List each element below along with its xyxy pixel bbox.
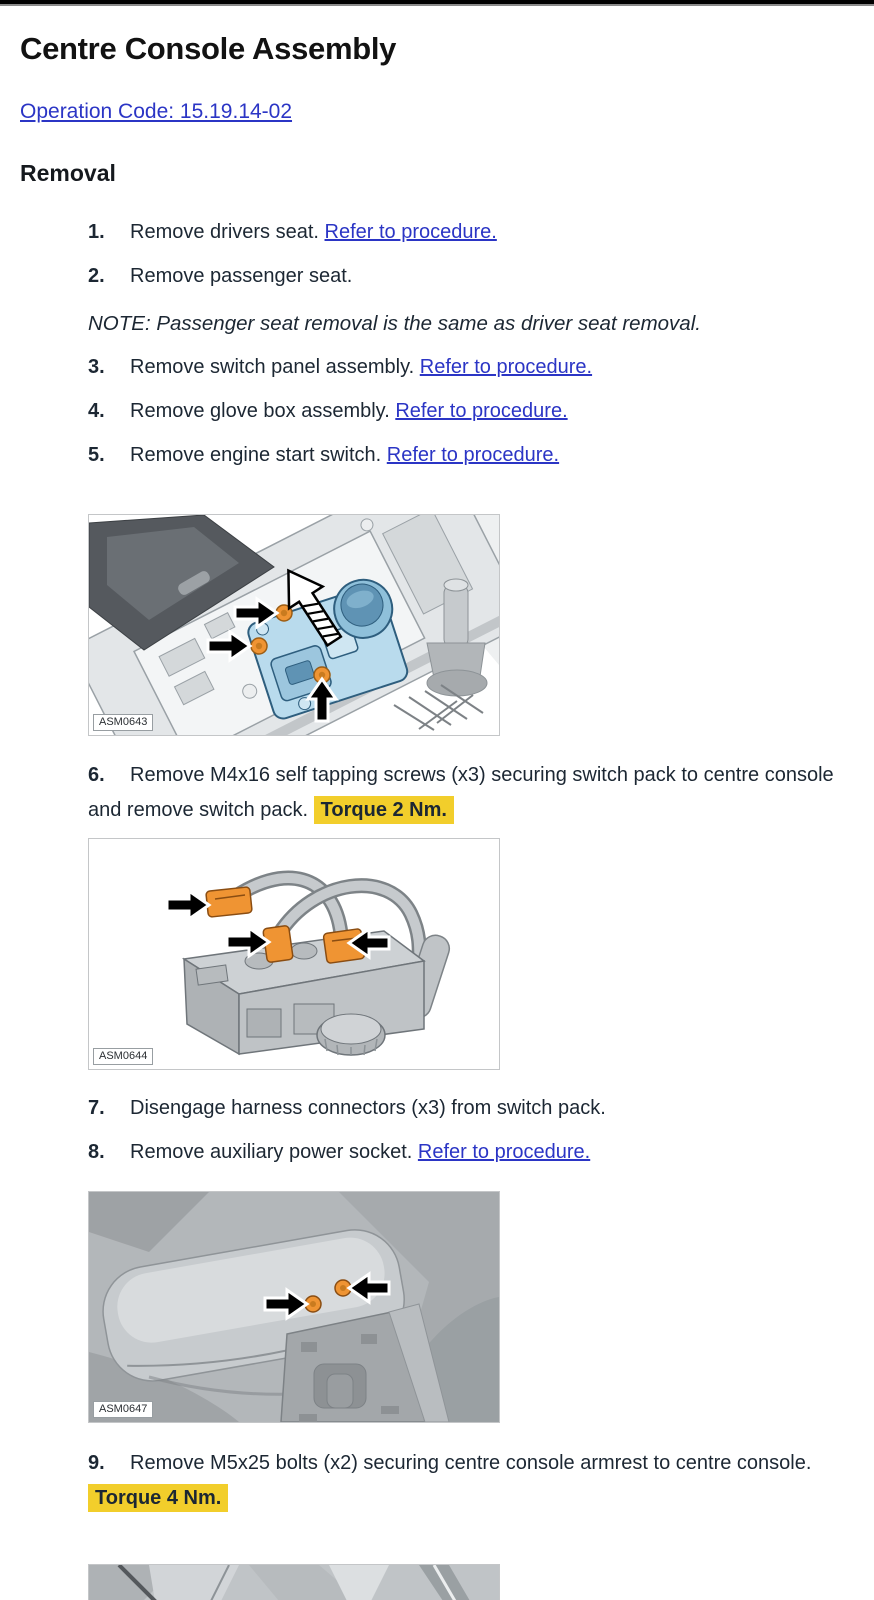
refer-to-procedure-link[interactable]: Refer to procedure.: [419, 356, 593, 378]
section-heading-removal: Removal: [20, 160, 116, 186]
step-number: 8.: [88, 1141, 105, 1163]
step-6: [88, 758, 854, 828]
step-7: [88, 1091, 854, 1126]
refer-to-procedure-link[interactable]: Refer to procedure.: [395, 400, 568, 422]
top-black-bar: [0, 0, 874, 6]
step-text: Remove engine start switch.: [130, 444, 387, 466]
figure-label: ASM0643: [93, 714, 153, 731]
refer-to-procedure-link[interactable]: Refer to procedure.: [324, 221, 497, 243]
switch-pack-illustration: [89, 839, 499, 1069]
refer-to-procedure-link[interactable]: Refer to procedure.: [417, 1141, 591, 1163]
step-text: Remove auxiliary power socket.: [130, 1141, 418, 1163]
figure-console-switch-pack: [88, 514, 500, 736]
step-5: [88, 438, 854, 473]
step-text: Remove switch panel assembly.: [130, 356, 420, 378]
console-illustration: [89, 515, 499, 735]
step-1: [88, 215, 854, 250]
step-text: Remove passenger seat.: [130, 265, 353, 287]
step-number: 4.: [88, 400, 105, 422]
partial-illustration: [89, 1565, 499, 1600]
step-2: [88, 259, 854, 294]
figure-next-partial: [88, 1564, 500, 1600]
operation-code-link[interactable]: Operation Code: 15.19.14-02: [20, 100, 293, 123]
step-number: 1.: [88, 221, 105, 243]
step-8: [88, 1135, 854, 1170]
step-9: [88, 1446, 854, 1516]
step-4: [88, 394, 854, 429]
figure-switch-pack-connectors: [88, 838, 500, 1070]
figure-label: ASM0647: [93, 1401, 153, 1418]
torque-highlight: Torque 2 Nm.: [314, 796, 454, 824]
page-title: Centre Console Assembly: [20, 31, 397, 66]
step-number: 7.: [88, 1097, 105, 1119]
step-number: 2.: [88, 265, 105, 287]
document-body: [0, 31, 874, 1600]
figure-armrest-bolts: [88, 1191, 500, 1423]
removal-steps-list: [20, 215, 854, 1600]
step-text: Remove glove box assembly.: [130, 400, 396, 422]
step-text: Disengage harness connectors (x3) from switch pack.: [130, 1097, 606, 1119]
step-text: Remove drivers seat.: [130, 221, 325, 243]
step-3: [88, 350, 854, 385]
refer-to-procedure-link[interactable]: Refer to procedure.: [386, 444, 560, 466]
step-text: Remove M4x16 self tapping screws (x3) securing switch pack to centre console and remove switch pack.: [88, 764, 834, 821]
torque-highlight: Torque 4 Nm.: [88, 1484, 228, 1512]
step-text: Remove M5x25 bolts (x2) securing centre console armrest to centre console.: [130, 1452, 812, 1474]
note-passenger-seat: NOTE: Passenger seat removal is the same as driver seat removal.: [88, 312, 701, 335]
step-number: 6.: [88, 764, 105, 786]
step-number: 3.: [88, 356, 105, 378]
figure-label: ASM0644: [93, 1048, 153, 1065]
armrest-illustration: [89, 1192, 499, 1422]
step-number: 9.: [88, 1452, 105, 1474]
step-number: 5.: [88, 444, 105, 466]
